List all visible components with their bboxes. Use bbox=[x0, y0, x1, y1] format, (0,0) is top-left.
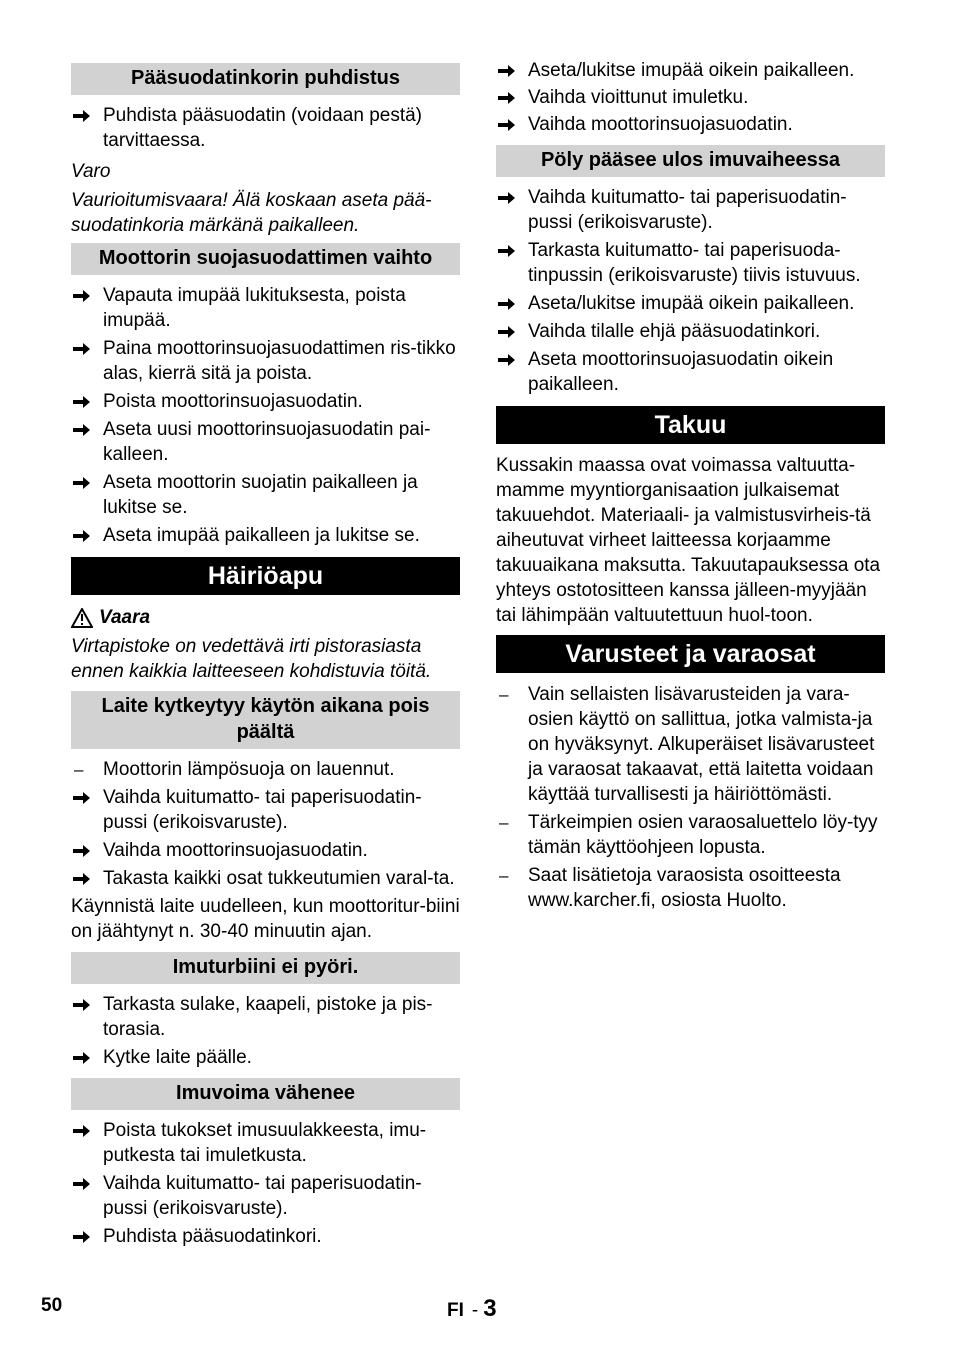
arrow-icon bbox=[73, 992, 91, 1012]
dash-marker: – bbox=[499, 866, 509, 885]
arrow-icon bbox=[498, 85, 516, 105]
dash-marker: – bbox=[499, 685, 509, 704]
arrow-icon bbox=[73, 785, 91, 805]
warranty-text: Kussakin maassa ovat voimassa valtuutta-mamme myyntiorganisaation julkaisemat takuuehdot. Materiaali- ja valmistusvirheis-tä aiheutuvat virheet laitteessa korjaamme takuuaikana maksutta. Takuutapauksessa ota yhteys ostotositteen kanssa jälleen-myyjään tai lähimpään valtuutettuun huol-toon. bbox=[496, 455, 881, 626]
arrow-icon bbox=[73, 336, 91, 356]
list-item: Takasta kaikki osat tukkeutumien varal-ta. bbox=[71, 866, 460, 891]
arrow-icon bbox=[498, 185, 516, 205]
arrow-icon bbox=[498, 58, 516, 78]
list-item: Puhdista pääsuodatinkori. bbox=[71, 1224, 460, 1249]
arrow-icon bbox=[73, 1118, 91, 1138]
list-item: Vaihda kuitumatto- tai paperisuodatin-pussi (erikoisvaruste). bbox=[496, 185, 885, 235]
section-heading-main-filter: Pääsuodatinkorin puhdistus bbox=[71, 63, 460, 95]
list-item: Puhdista pääsuodatin (voidaan pestä) tarvittaessa. bbox=[71, 103, 460, 153]
list-item: Vaihda kuitumatto- tai paperisuodatin-pussi (erikoisvaruste). bbox=[71, 1171, 460, 1221]
list-item: – Tärkeimpien osien varaosaluettelo löy-tyy tämän käyttöohjeen lopusta. bbox=[499, 812, 878, 858]
danger-text: Virtapistoke on vedettävä irti pistorasiasta ennen kaikkia laitteeseen kohdistuvia töitä. bbox=[71, 636, 432, 682]
arrow-icon bbox=[498, 112, 516, 132]
section-heading-suction: Imuvoima vähenee bbox=[71, 1078, 460, 1110]
section-page-marker bbox=[447, 1295, 497, 1323]
arrow-icon bbox=[73, 1045, 91, 1065]
dash-marker: – bbox=[74, 760, 84, 779]
page-number: 50 bbox=[41, 1295, 63, 1316]
list-item: Aseta moottorin suojatin paikalleen ja lukitse se. bbox=[71, 470, 460, 520]
arrow-icon bbox=[73, 103, 91, 123]
section-heading-dust: Pöly pääsee ulos imuvaiheessa bbox=[496, 145, 885, 177]
list-item: – Saat lisätietoja varaosista osoitteesta www.karcher.fi, osiosta Huolto. bbox=[499, 865, 841, 911]
right-column bbox=[496, 58, 885, 913]
arrow-icon bbox=[73, 389, 91, 409]
list-item: Vaihda moottorinsuojasuodatin. bbox=[71, 838, 460, 863]
main-heading-troubleshooting: Häiriöapu bbox=[71, 557, 460, 595]
arrow-icon bbox=[498, 347, 516, 367]
list-item: Vaihda tilalle ehjä pääsuodatinkori. bbox=[496, 319, 885, 344]
warning-triangle-icon bbox=[71, 608, 93, 628]
arrow-icon bbox=[73, 417, 91, 437]
caution-text: Vaurioitumisvaara! Älä koskaan aseta pää-suodatinkoria märkänä paikalleen. bbox=[71, 190, 432, 236]
restart-paragraph: Käynnistä laite uudelleen, kun moottoritur-biini on jäähtynyt n. 30-40 minuutin ajan. bbox=[71, 896, 460, 942]
arrow-icon bbox=[498, 319, 516, 339]
list-item: Kytke laite päälle. bbox=[71, 1045, 460, 1070]
page-separator: - bbox=[471, 1300, 479, 1321]
list-item: Aseta/lukitse imupää oikein paikalleen. bbox=[496, 291, 885, 316]
arrow-icon bbox=[498, 291, 516, 311]
list-item: Poista moottorinsuojasuodatin. bbox=[71, 389, 460, 414]
list-item: Vaihda vioittunut imuletku. bbox=[496, 85, 885, 110]
arrow-icon bbox=[73, 838, 91, 858]
section-heading-motor-filter: Moottorin suojasuodattimen vaihto bbox=[71, 243, 460, 275]
list-item: Aseta/lukitse imupää oikein paikalleen. bbox=[496, 58, 885, 83]
main-heading-accessories: Varusteet ja varaosat bbox=[496, 635, 885, 673]
left-column bbox=[71, 63, 460, 1249]
list-item: Aseta imupää paikalleen ja lukitse se. bbox=[71, 523, 460, 548]
list-item: Aseta moottorinsuojasuodatin oikein paikalleen. bbox=[496, 347, 885, 397]
arrow-icon bbox=[73, 866, 91, 886]
dash-marker: – bbox=[499, 813, 509, 832]
list-item: Tarkasta sulake, kaapeli, pistoke ja pis-torasia. bbox=[71, 992, 460, 1042]
main-heading-warranty: Takuu bbox=[496, 406, 885, 444]
list-item: Aseta uusi moottorinsuojasuodatin pai-kalleen. bbox=[71, 417, 460, 467]
section-heading-shutdown: Laite kytkeytyy käytön aikana pois päältä bbox=[71, 691, 460, 749]
list-item: Tarkasta kuitumatto- tai paperisuoda-tinpussin (erikoisvaruste) tiivis istuvuus. bbox=[496, 238, 885, 288]
list-item: Vaihda moottorinsuojasuodatin. bbox=[496, 112, 885, 137]
list-item: Paina moottorinsuojasuodattimen ris-tikko alas, kierrä sitä ja poista. bbox=[71, 336, 460, 386]
section-heading-turbine: Imuturbiini ei pyöri. bbox=[71, 952, 460, 984]
list-item: – Vain sellaisten lisävarusteiden ja vara-osien käyttö on sallittua, jotka valmista-ja on hyväksynyt. Alkuperäiset lisävarusteet ja varaosat takaavat, että laitetta voidaan käyttää turvallisesti ja häiriöttömästi. bbox=[499, 684, 875, 805]
arrow-icon bbox=[73, 1171, 91, 1191]
arrow-icon bbox=[498, 238, 516, 258]
section-page-number: 3 bbox=[483, 1295, 497, 1322]
danger-label: Vaara bbox=[71, 605, 460, 630]
arrow-icon bbox=[73, 283, 91, 303]
list-item: – Moottorin lämpösuoja on lauennut. bbox=[74, 759, 395, 780]
list-item: Vaihda kuitumatto- tai paperisuodatin-pussi (erikoisvaruste). bbox=[71, 785, 460, 835]
arrow-icon bbox=[73, 470, 91, 490]
list-item: Poista tukokset imusuulakkeesta, imu-putkesta tai imuletkusta. bbox=[71, 1118, 460, 1168]
language-code: FI bbox=[447, 1300, 464, 1321]
caution-label: Varo bbox=[71, 161, 111, 182]
list-item: Vapauta imupää lukituksesta, poista imupää. bbox=[71, 283, 460, 333]
arrow-icon bbox=[73, 523, 91, 543]
arrow-icon bbox=[73, 1224, 91, 1244]
